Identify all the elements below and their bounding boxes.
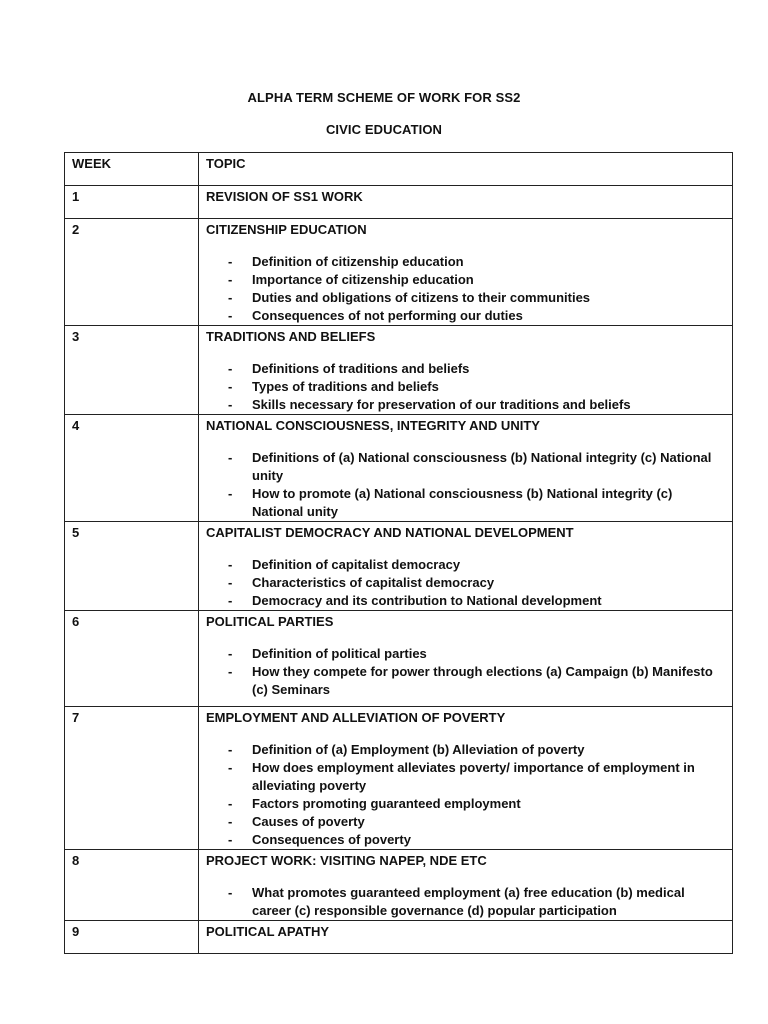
subtopic-text: Consequences of poverty	[252, 832, 411, 847]
scheme-table	[64, 152, 733, 954]
column-header-week: WEEK	[65, 153, 199, 186]
dash-bullet-icon: -	[228, 379, 233, 394]
subtopic-text: Skills necessary for preservation of our traditions and beliefs	[252, 397, 631, 412]
subtopic-item	[206, 741, 725, 759]
subtopic-item	[206, 556, 725, 574]
week-cell: 3	[65, 326, 199, 415]
table-row	[65, 850, 733, 921]
subtopic-text: Definition of political parties	[252, 646, 427, 661]
subtopic-text: What promotes guaranteed employment (a) free education (b) medical career (c) responsible governance (d) popular participation	[252, 885, 685, 918]
dash-bullet-icon: -	[228, 575, 233, 590]
subtopic-item	[206, 645, 725, 663]
table-row	[65, 611, 733, 707]
subtopic-item	[206, 884, 725, 920]
week-cell: 8	[65, 850, 199, 921]
subtopic-item	[206, 663, 725, 699]
subtopic-item	[206, 795, 725, 813]
subtopic-item	[206, 253, 725, 271]
week-cell: 5	[65, 522, 199, 611]
dash-bullet-icon: -	[228, 885, 233, 900]
topic-title: PROJECT WORK: VISITING NAPEP, NDE ETC	[206, 853, 487, 868]
dash-bullet-icon: -	[228, 361, 233, 376]
topic-cell	[199, 522, 733, 611]
dash-bullet-icon: -	[228, 796, 233, 811]
topic-title: POLITICAL PARTIES	[206, 614, 334, 629]
subtopic-list	[206, 556, 725, 610]
subtopic-item	[206, 574, 725, 592]
subtopic-text: How they compete for power through elections (a) Campaign (b) Manifesto (c) Seminars	[252, 664, 713, 697]
dash-bullet-icon: -	[228, 486, 233, 501]
subtopic-item	[206, 449, 725, 485]
subtopic-item	[206, 592, 725, 610]
subtopic-item	[206, 759, 725, 795]
topic-title: CITIZENSHIP EDUCATION	[206, 222, 367, 237]
week-cell: 7	[65, 707, 199, 850]
subtopic-text: Definition of citizenship education	[252, 254, 464, 269]
column-header-topic: TOPIC	[199, 153, 733, 186]
week-cell: 4	[65, 415, 199, 522]
topic-title: NATIONAL CONSCIOUSNESS, INTEGRITY AND UNITY	[206, 418, 540, 433]
subtopic-list	[206, 360, 725, 414]
dash-bullet-icon: -	[228, 814, 233, 829]
subtopic-text: Consequences of not performing our duties	[252, 308, 523, 323]
table-header-row	[65, 153, 733, 186]
subtopic-item	[206, 360, 725, 378]
subtopic-item	[206, 813, 725, 831]
subtopic-item	[206, 396, 725, 414]
document-title: ALPHA TERM SCHEME OF WORK FOR SS2	[247, 90, 521, 105]
subtopic-text: Definition of (a) Employment (b) Alleviation of poverty	[252, 742, 585, 757]
subtopic-text: Factors promoting guaranteed employment	[252, 796, 521, 811]
topic-cell	[199, 415, 733, 522]
topic-title: EMPLOYMENT AND ALLEVIATION OF POVERTY	[206, 710, 506, 725]
table-row	[65, 326, 733, 415]
subtopic-list	[206, 741, 725, 849]
week-cell: 2	[65, 219, 199, 326]
subtopic-text: How to promote (a) National consciousness (b) National integrity (c) National unity	[252, 486, 673, 519]
dash-bullet-icon: -	[228, 254, 233, 269]
dash-bullet-icon: -	[228, 664, 233, 679]
week-cell: 6	[65, 611, 199, 707]
document-subtitle: CIVIC EDUCATION	[325, 122, 443, 137]
subtopic-text: Types of traditions and beliefs	[252, 379, 439, 394]
dash-bullet-icon: -	[228, 397, 233, 412]
dash-bullet-icon: -	[228, 557, 233, 572]
subtopic-text: How does employment alleviates poverty/ importance of employment in alleviating poverty	[252, 760, 695, 793]
table-row	[65, 415, 733, 522]
subtopic-list	[206, 449, 725, 521]
topic-title: CAPITALIST DEMOCRACY AND NATIONAL DEVELOPMENT	[206, 525, 574, 540]
topic-title: TRADITIONS AND BELIEFS	[206, 329, 376, 344]
table-row	[65, 522, 733, 611]
topic-cell	[199, 611, 733, 707]
week-cell: 9	[65, 921, 199, 954]
dash-bullet-icon: -	[228, 290, 233, 305]
dash-bullet-icon: -	[228, 308, 233, 323]
topic-cell	[199, 850, 733, 921]
topic-cell	[199, 707, 733, 850]
subtopic-text: Definition of capitalist democracy	[252, 557, 461, 572]
dash-bullet-icon: -	[228, 272, 233, 287]
dash-bullet-icon: -	[228, 742, 233, 757]
table-row	[65, 921, 733, 954]
dash-bullet-icon: -	[228, 593, 233, 608]
subtopic-text: Democracy and its contribution to National development	[252, 593, 602, 608]
table-row	[65, 186, 733, 219]
subtopic-item	[206, 271, 725, 289]
subtopic-text: Definitions of (a) National consciousness (b) National integrity (c) National unity	[252, 450, 712, 483]
subtopic-item	[206, 307, 725, 325]
table-row	[65, 219, 733, 326]
dash-bullet-icon: -	[228, 450, 233, 465]
topic-title: POLITICAL APATHY	[206, 924, 330, 939]
subtopic-text: Causes of poverty	[252, 814, 365, 829]
week-cell: 1	[65, 186, 199, 219]
subtopic-text: Duties and obligations of citizens to their communities	[252, 290, 591, 305]
subtopic-text: Importance of citizenship education	[252, 272, 474, 287]
topic-cell	[199, 219, 733, 326]
subtopic-list	[206, 645, 725, 699]
table-row	[65, 707, 733, 850]
subtopic-item	[206, 378, 725, 396]
subtopic-list	[206, 253, 725, 325]
topic-title: REVISION OF SS1 WORK	[206, 189, 363, 204]
dash-bullet-icon: -	[228, 832, 233, 847]
topic-cell	[199, 921, 733, 954]
dash-bullet-icon: -	[228, 646, 233, 661]
subtopic-text: Definitions of traditions and beliefs	[252, 361, 470, 376]
topic-cell	[199, 186, 733, 219]
subtopic-text: Characteristics of capitalist democracy	[252, 575, 495, 590]
subtopic-item	[206, 485, 725, 521]
dash-bullet-icon: -	[228, 760, 233, 775]
subtopic-list	[206, 884, 725, 920]
topic-cell	[199, 326, 733, 415]
subtopic-item	[206, 831, 725, 849]
subtopic-item	[206, 289, 725, 307]
